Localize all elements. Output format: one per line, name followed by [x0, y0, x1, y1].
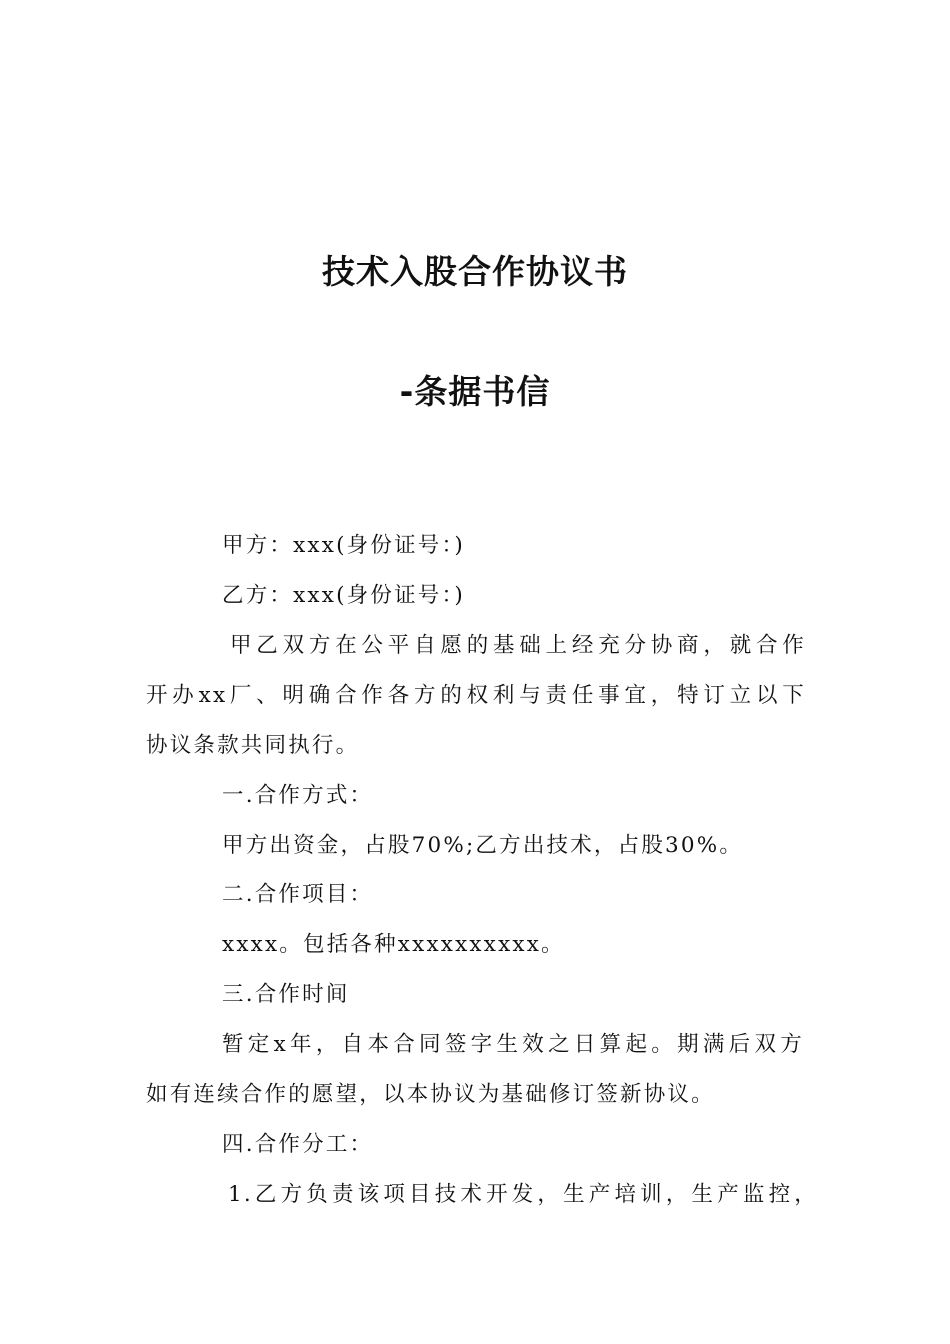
party-b-line: 乙方：xxx(身份证号：)	[222, 583, 466, 608]
section-2-body: xxxx。包括各种xxxxxxxxxx。	[222, 932, 565, 957]
preamble-line-2: 开办xx厂、明确合作各方的权利与责任事宜，特订立以下	[146, 683, 806, 708]
preamble-line-1: 甲乙双方在公平自愿的基础上经充分协商，就合作	[230, 633, 806, 658]
section-3-body-line-2: 如有连续合作的愿望，以本协议为基础修订签新协议。	[146, 1082, 715, 1107]
document-title: 技术入股合作协议书	[322, 252, 628, 291]
section-4-item-1: 1.乙方负责该项目技术开发，生产培训，生产监控，	[228, 1182, 818, 1207]
preamble-line-3: 协议条款共同执行。	[146, 733, 360, 758]
party-a-line: 甲方：xxx(身份证号：)	[222, 533, 466, 558]
section-1-body: 甲方出资金，占股70%;乙方出技术，占股30%。	[222, 833, 744, 858]
section-3-body-line-1: 暂定x年，自本合同签字生效之日算起。期满后双方	[222, 1032, 804, 1057]
document-subtitle: -条据书信	[399, 372, 551, 411]
section-1-heading: 一.合作方式：	[222, 783, 374, 808]
section-2-heading: 二.合作项目：	[222, 882, 374, 907]
section-3-heading: 三.合作时间	[222, 982, 350, 1007]
section-4-heading: 四.合作分工：	[222, 1132, 374, 1157]
